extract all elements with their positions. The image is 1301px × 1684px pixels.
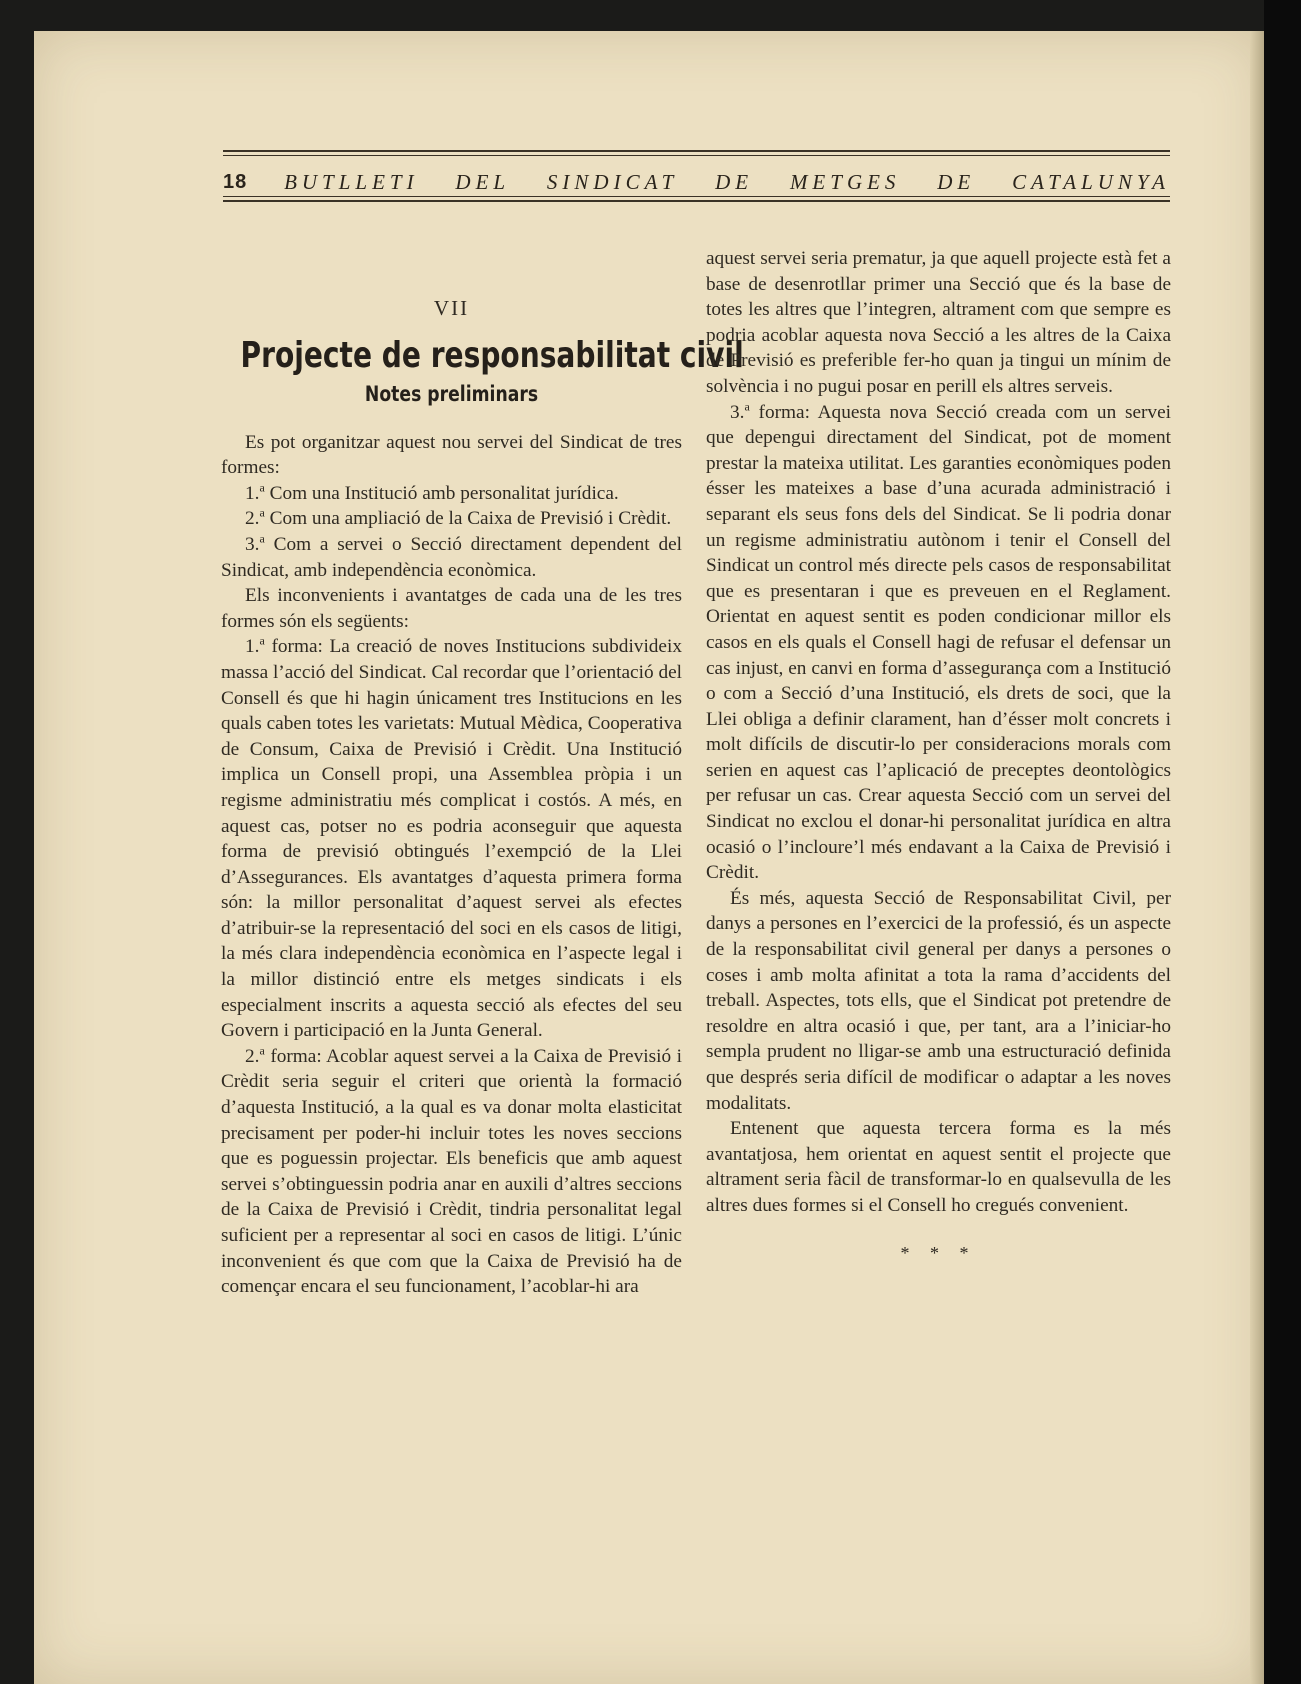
article-title: Projecte de responsabilitat civil xyxy=(240,334,744,376)
ordinal-number: 3. xyxy=(245,533,260,555)
header-word: BUTLLETI xyxy=(284,169,419,194)
paragraph-text: aquest servei seria prematur, ja que aquell projecte està fet a base de desenrotllar primer una Secció que és la base de totes les altres que l’integren, altrament com que sempre es podria acoblar aquesta nova Secció a les altres de la Caixa de Previsió es preferible fer-ho quan ja tingui un mínim de solvència i no pugui posar en perill els altres serveis. xyxy=(706,248,1171,397)
header-word: DE xyxy=(937,169,976,194)
header-word: DE xyxy=(715,169,754,194)
paragraph-text: Com una ampliació de la Caixa de Previsió i Crèdit. xyxy=(264,508,672,530)
header-word: METGES xyxy=(789,169,901,194)
running-header xyxy=(223,150,1170,210)
paragraph xyxy=(221,532,682,583)
header-text xyxy=(223,170,1170,194)
paragraph xyxy=(706,1116,1171,1218)
paragraph xyxy=(221,583,682,634)
header-rule-top xyxy=(223,150,1170,152)
paragraph xyxy=(221,481,682,507)
paragraph xyxy=(221,1044,682,1300)
ordinal-superscript: a xyxy=(259,505,265,520)
closing-asterisks: * * * xyxy=(900,1242,977,1263)
paragraph-text: forma: Aquesta nova Secció creada com un servei que depengui directament del Sindicat, pot de moment prestar la mateixa utilitat. Les garanties econòmiques poden ésser les mateixes a base d’una acurada administració i separant els seus fons dels del Sindicat. Se li podria donar un regisme administratiu autònom i tenir el Consell del Sindicat un control més directe pels casos de responsabilitat que es presentaran i que es preveuen en el Reglament. Orientat en aquest sentit es poden condicionar millor els casos en els quals el Consell hagi de refusar el defensar un cas injust, en canvi en forma d’assegurança com a Institució o com a Secció d’una Institució, els drets de soci, que la Llei obliga a definir clarament, han d’ésser molt concrets i molt difícils de discutir-lo per consideracions morals com serien en aquest cas l’aplicació de preceptes deontològics per refusar un cas. Crear aquesta Secció com un servei del Sindicat no exclou el donar-hi personalitat jurídica en altra ocasió o l’incloure’l més endavant a la Caixa de Previsió i Crèdit. xyxy=(706,401,1171,884)
ordinal-superscript: a xyxy=(259,633,265,648)
paragraph xyxy=(221,430,682,481)
ordinal-superscript: a xyxy=(744,399,750,414)
page-number: 18 xyxy=(223,170,248,193)
paragraph xyxy=(221,506,682,532)
ordinal-number: 1. xyxy=(245,636,260,658)
left-column xyxy=(221,240,744,1300)
article-subtitle: Notes preliminars xyxy=(364,381,539,406)
right-column xyxy=(706,246,1171,1266)
paragraph-text: Els inconvenients i avantatges de cada una de les tres formes són els següents: xyxy=(221,585,682,632)
header-word: SINDICAT xyxy=(546,169,679,194)
header-word: DEL xyxy=(455,169,511,194)
right-paragraphs xyxy=(706,246,1171,1219)
paragraph-text: Entenent que aquesta tercera forma es la més avantatjosa, hem orientat en aquest sentit el projecte que altrament seria fàcil de transformar-lo en qualsevulla de les altres dues formes si el Consell ho cregués convenient. xyxy=(706,1118,1171,1216)
paragraph xyxy=(706,400,1171,886)
paragraph xyxy=(706,886,1171,1116)
header-rule-top-thin xyxy=(223,155,1170,156)
paragraph-text: Com una Institució amb personalitat jurídica. xyxy=(264,482,619,504)
paragraph xyxy=(706,246,1171,400)
page-edge xyxy=(1250,31,1264,1684)
paragraph-text: forma: Acoblar aquest servei a la Caixa de Previsió i Crèdit seria seguir el criteri que orientà la formació d’aquesta Institució, a la qual es va donar molta elasticitat precisament per poder-hi incluir totes les noves seccions que es poguessin projectar. Els beneficis que amb aquest servei s’obtinguessin podria anar en auxili d’altres seccions de la Caixa de Previsió i Crèdit, tindria personalitat legal suficient per a representar al soci en casos de litigi. L’únic inconvenient és que com que la Caixa de Previsió ha de començar encara el seu funcionament, l’acoblar-hi ara xyxy=(221,1045,682,1298)
header-rule-bottom xyxy=(223,200,1170,202)
ordinal-superscript: a xyxy=(259,480,265,495)
paragraph-text: forma: La creació de noves Institucions subdivideix massa l’acció del Sindicat. Cal recordar que l’orientació del Consell és que hi hagin únicament tres Institucions en les quals caben totes les varietats: Mutual Mèdica, Cooperativa de Consum, Caixa de Previsió i Crèdit. Una Institució implica un Consell propi, una Assemblea pròpia i un regisme administratiu més complicat i costós. A més, en aquest cas, potser no es podria aconseguir que aquesta forma de previsió obtingués l’exempció de la Llei d’Assegurances. Els avantatges d’aquesta primera forma són: la millor personalitat d’aquest servei als efectes d’atribuir-se la representació del soci en els casos de litigi, la més clara independència econòmica en l’aspecte legal i la millor distinció entre els metges sindicats i els especialment inscrits a aquesta secció als efectes del seu Govern i participació en la Junta General. xyxy=(221,636,682,1042)
header-word: CATALUNYA xyxy=(1012,169,1170,194)
ordinal-number: 1. xyxy=(245,482,260,504)
paragraph-text: Es pot organitzar aquest nou servei del Sindicat de tres formes: xyxy=(221,431,682,479)
ordinal-superscript: a xyxy=(259,531,265,546)
paragraph-text: És més, aquesta Secció de Responsabilitat Civil, per danys a persones en l’exercici de la professió, és un aspecte de la responsabilitat civil general per danys a persones o coses i amb molta afinitat a tota la rama d’accidents del treball. Aspectes, tots ells, que el Sindicat pot pretendre de resoldre en altra ocasió i que, per tant, ara a l’iniciar-ho sempla prudent no lligar-se amb una estructuració definida que després seria difícil de modificar o adaptar a les noves modalitats. xyxy=(706,887,1171,1114)
ordinal-number: 2. xyxy=(245,1045,260,1067)
paragraph-text: Com a servei o Secció directament dependent del Sindicat, amb independència econòmica. xyxy=(221,533,682,581)
left-paragraphs xyxy=(221,430,682,1300)
scan-border xyxy=(1264,0,1301,1684)
ordinal-number: 3. xyxy=(730,401,745,423)
paragraph xyxy=(221,634,682,1044)
ordinal-superscript: a xyxy=(259,1043,265,1058)
ordinal-number: 2. xyxy=(245,508,260,530)
header-rule-bottom-thin xyxy=(223,196,1170,197)
section-number: VII xyxy=(433,296,470,320)
